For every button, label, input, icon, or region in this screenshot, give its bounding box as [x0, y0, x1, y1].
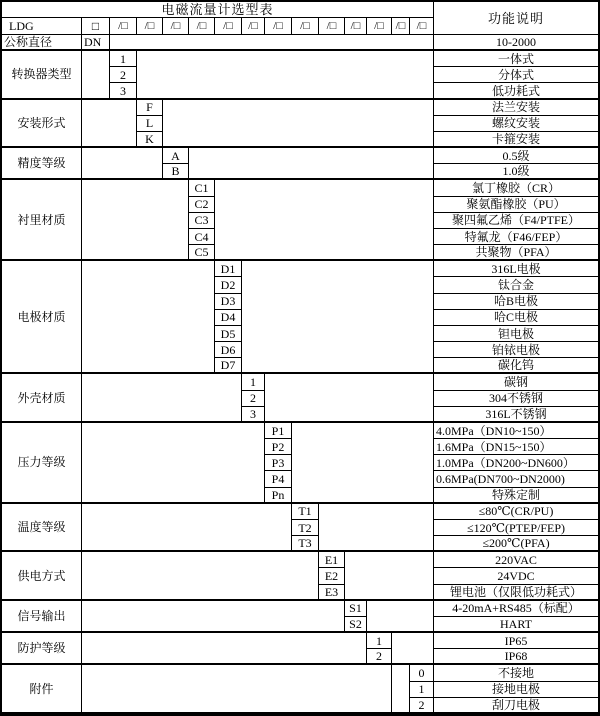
code-slot: /□ [292, 18, 319, 35]
code-cell: E2 [319, 568, 345, 584]
empty-cell [110, 35, 434, 51]
value-cell: 聚四氟乙烯（F4/PTFE） [434, 213, 598, 229]
empty-cell [367, 601, 434, 633]
value-cell: 分体式 [434, 67, 598, 83]
value-cell: 刮刀电极 [434, 698, 598, 714]
code-cell: L [137, 116, 163, 132]
value-cell: 特氟龙（F46/FEP） [434, 229, 598, 245]
value-cell: 共聚物（PFA） [434, 245, 598, 261]
category-label: 精度等级 [2, 148, 82, 180]
empty-cell [137, 51, 434, 100]
value-cell: 304不锈钢 [434, 391, 598, 407]
value-cell: 1.0级 [434, 164, 598, 180]
value-cell: 铂铱电极 [434, 342, 598, 358]
code-cell: 2 [410, 698, 434, 714]
value-cell: 锂电池（仅限低功耗式） [434, 585, 598, 601]
category-label: 温度等级 [2, 504, 82, 553]
value-cell: 氯丁橡胶（CR） [434, 180, 598, 196]
code-cell: Pn [265, 488, 292, 504]
category-label: 附件 [2, 665, 82, 714]
category-label: 防护等级 [2, 633, 82, 665]
value-cell: 法兰安装 [434, 100, 598, 116]
code-cell: 3 [110, 83, 137, 99]
value-cell: HART [434, 617, 598, 633]
code-cell: B [163, 164, 189, 180]
category-label: 电极材质 [2, 261, 82, 374]
function-column-header: 功能说明 [434, 2, 598, 35]
empty-cell [82, 601, 345, 633]
empty-cell [82, 552, 319, 601]
code-cell: S2 [345, 617, 367, 633]
value-cell: 钛合金 [434, 277, 598, 293]
value-cell: IP68 [434, 649, 598, 665]
code-cell: T3 [292, 536, 319, 552]
value-cell: 特殊定制 [434, 488, 598, 504]
code-cell: 2 [242, 391, 265, 407]
code-slot: /□ [265, 18, 292, 35]
empty-cell [82, 633, 367, 665]
empty-cell [82, 148, 163, 180]
value-cell: ≤80℃(CR/PU) [434, 504, 598, 520]
empty-cell [82, 423, 265, 504]
code-cell: E3 [319, 585, 345, 601]
code-cell: DN [82, 35, 110, 51]
value-cell: 螺纹安装 [434, 116, 598, 132]
category-label: 衬里材质 [2, 180, 82, 261]
category-label: 转换器类型 [2, 51, 82, 100]
value-cell: 10-2000 [434, 35, 598, 51]
code-cell: D4 [215, 310, 242, 326]
empty-cell [265, 374, 434, 423]
value-cell: 4.0MPa（DN10~150） [434, 423, 598, 439]
code-cell: 1 [410, 682, 434, 698]
code-cell: A [163, 148, 189, 164]
code-slot: /□ [242, 18, 265, 35]
empty-cell [82, 100, 137, 149]
code-slot: /□ [110, 18, 137, 35]
value-cell: 碳钢 [434, 374, 598, 390]
table-title: 电磁流量计选型表 [2, 2, 434, 18]
value-cell: 碳化钨 [434, 358, 598, 374]
code-cell: D2 [215, 277, 242, 293]
code-cell: F [137, 100, 163, 116]
value-cell: IP65 [434, 633, 598, 649]
empty-cell [345, 552, 434, 601]
code-cell: K [137, 132, 163, 148]
value-cell: 316L电极 [434, 261, 598, 277]
category-label: 信号输出 [2, 601, 82, 633]
code-cell: D6 [215, 342, 242, 358]
empty-cell [82, 261, 215, 374]
empty-cell [392, 633, 434, 665]
value-cell: 聚氨酯橡胶（PU） [434, 197, 598, 213]
value-cell: 钽电极 [434, 326, 598, 342]
code-cell: 1 [367, 633, 392, 649]
value-cell: 4-20mA+RS485（标配） [434, 601, 598, 617]
value-cell: 接地电极 [434, 682, 598, 698]
code-cell: 0 [410, 665, 434, 681]
empty-cell [292, 423, 434, 504]
code-cell: D1 [215, 261, 242, 277]
code-cell: E1 [319, 552, 345, 568]
value-cell: ≤120℃(PTEP/FEP) [434, 520, 598, 536]
value-cell: 哈C电极 [434, 310, 598, 326]
category-label: 公称直径 [2, 35, 82, 51]
code-cell: C5 [189, 245, 215, 261]
code-cell: S1 [345, 601, 367, 617]
code-cell: C4 [189, 229, 215, 245]
value-cell: 低功耗式 [434, 83, 598, 99]
code-cell: D3 [215, 294, 242, 310]
value-cell: 哈B电极 [434, 294, 598, 310]
category-label: 压力等级 [2, 423, 82, 504]
code-slot: /□ [367, 18, 392, 35]
code-cell: 3 [242, 407, 265, 423]
code-cell: 1 [110, 51, 137, 67]
category-label: 安装形式 [2, 100, 82, 149]
value-cell: 1.6MPa（DN15~150） [434, 439, 598, 455]
value-cell: ≤200℃(PFA) [434, 536, 598, 552]
code-cell: D5 [215, 326, 242, 342]
code-slot: /□ [163, 18, 189, 35]
code-slot: /□ [345, 18, 367, 35]
empty-cell [215, 180, 434, 261]
code-cell: T1 [292, 504, 319, 520]
value-cell: 316L不锈钢 [434, 407, 598, 423]
empty-cell [242, 261, 434, 374]
code-slot: /□ [215, 18, 242, 35]
empty-cell [82, 374, 242, 423]
code-cell: P3 [265, 455, 292, 471]
code-cell: P1 [265, 423, 292, 439]
empty-cell [392, 665, 410, 714]
code-cell: C1 [189, 180, 215, 196]
code-cell: 2 [110, 67, 137, 83]
code-cell: 2 [367, 649, 392, 665]
empty-cell [163, 100, 434, 149]
category-label: 供电方式 [2, 552, 82, 601]
empty-cell [82, 180, 189, 261]
value-cell: 0.6MPa(DN700~DN2000) [434, 471, 598, 487]
category-label: 外壳材质 [2, 374, 82, 423]
code-slot: /□ [392, 18, 410, 35]
code-slot: /□ [410, 18, 434, 35]
value-cell: 220VAC [434, 552, 598, 568]
value-cell: 24VDC [434, 568, 598, 584]
empty-cell [189, 148, 434, 180]
value-cell: 卡箍安装 [434, 132, 598, 148]
code-cell: P2 [265, 439, 292, 455]
code-slot: /□ [137, 18, 163, 35]
empty-cell [82, 504, 292, 553]
value-cell: 不接地 [434, 665, 598, 681]
code-cell: D7 [215, 358, 242, 374]
value-cell: 0.5级 [434, 148, 598, 164]
code-slot: /□ [319, 18, 345, 35]
empty-cell [82, 665, 392, 714]
model-code-box: □ [82, 18, 110, 35]
value-cell: 一体式 [434, 51, 598, 67]
code-cell: 1 [242, 374, 265, 390]
empty-cell [82, 51, 110, 100]
code-cell: C2 [189, 197, 215, 213]
code-cell: C3 [189, 213, 215, 229]
empty-cell [319, 504, 434, 553]
value-cell: 1.0MPa（DN200~DN600） [434, 455, 598, 471]
code-cell: P4 [265, 471, 292, 487]
code-cell: T2 [292, 520, 319, 536]
model-prefix: LDG [2, 18, 82, 35]
code-slot: /□ [189, 18, 215, 35]
